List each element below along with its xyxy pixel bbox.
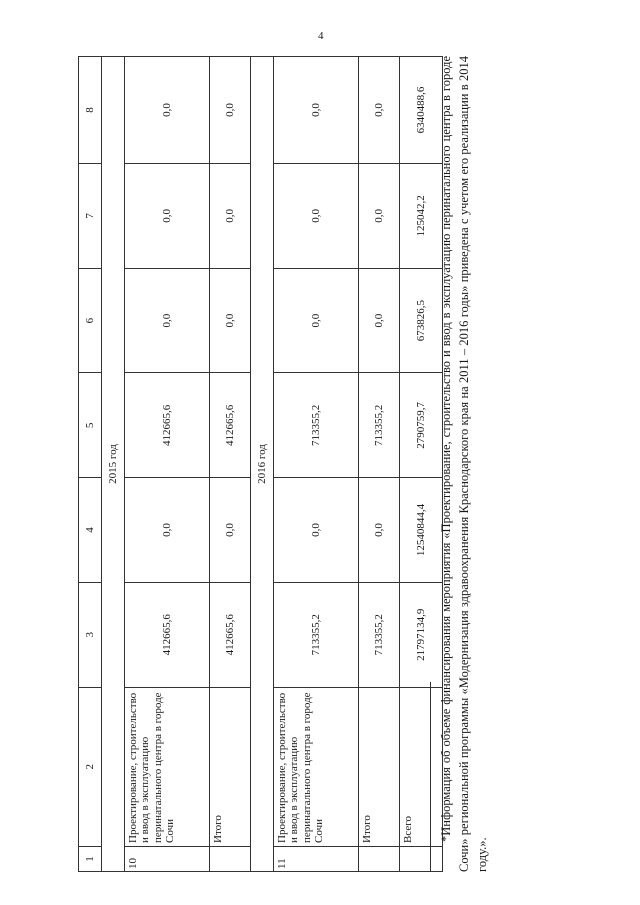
table-cell: 6340488,6: [400, 57, 443, 164]
table-cell: 713355,2: [274, 373, 359, 478]
table-header-row: [79, 57, 102, 872]
row-number: [359, 846, 400, 871]
table-cell: 0,0: [125, 57, 210, 164]
table-row: [125, 57, 210, 872]
table-cell: 0,0: [359, 268, 400, 373]
table-cell: 0,0: [274, 164, 359, 269]
table-cell: 713355,2: [359, 373, 400, 478]
year-label: 2016 год: [251, 57, 274, 872]
table-cell: 0,0: [210, 268, 251, 373]
page-number: 4: [318, 30, 324, 42]
row-name: Итого: [359, 687, 400, 846]
footnote-text: *Информация об объеме финансирования мероприятия «Проектирование, строительство и ввод в эксплуатацию перинатального центра в городе Сочи» региональной программы «Модернизация здравоохранения Краснодарского края на 2011 – 2016 годы» приведена с учетом его реализации в 2014 году.».: [439, 56, 489, 872]
table-cell: 0,0: [125, 164, 210, 269]
year-label: 2015 год: [102, 57, 125, 872]
table-cell: 0,0: [359, 57, 400, 164]
table-cell: 0,0: [274, 57, 359, 164]
table-row: [210, 57, 251, 872]
header-cell: 2: [79, 687, 102, 846]
header-cell: 7: [79, 164, 102, 269]
table-row: [359, 57, 400, 872]
row-number: 10: [125, 846, 210, 871]
table-cell: 713355,2: [359, 582, 400, 687]
row-name: Проектирование, строительство и ввод в эксплуатацию перинатального центра в городе Сочи: [125, 687, 210, 846]
table-cell: 0,0: [359, 164, 400, 269]
header-cell: 5: [79, 373, 102, 478]
table-cell: 412665,6: [210, 373, 251, 478]
table-cell: 713355,2: [274, 582, 359, 687]
table-cell: 0,0: [125, 478, 210, 583]
financing-table: [78, 56, 443, 872]
table-cell: 0,0: [274, 268, 359, 373]
table-cell: 673826,5: [400, 268, 443, 373]
row-name: Проектирование, строительство и ввод в эксплуатацию перинатального центра в городе Сочи: [274, 687, 359, 846]
table-cell: 2790759,7: [400, 373, 443, 478]
header-cell: 4: [79, 478, 102, 583]
header-cell: 6: [79, 268, 102, 373]
row-name: Всего: [400, 687, 443, 846]
table-cell: 412665,6: [125, 373, 210, 478]
table-cell: 412665,6: [210, 582, 251, 687]
table-cell: 0,0: [274, 478, 359, 583]
table-cell: 412665,6: [125, 582, 210, 687]
table-row: [274, 57, 359, 872]
header-cell: 1: [79, 846, 102, 871]
row-number: 11: [274, 846, 359, 871]
row-number: [210, 846, 251, 871]
table-cell: 0,0: [359, 478, 400, 583]
table-cell: 0,0: [210, 57, 251, 164]
row-name: Итого: [210, 687, 251, 846]
table-cell: 0,0: [210, 478, 251, 583]
table-cell: 21797134,9: [400, 582, 443, 687]
header-cell: 3: [79, 582, 102, 687]
table-cell: 0,0: [125, 268, 210, 373]
table-cell: 0,0: [210, 164, 251, 269]
footnote: [430, 56, 491, 872]
header-cell: 8: [79, 57, 102, 164]
year-row: [251, 57, 274, 872]
footnote-divider: [430, 682, 431, 872]
rotated-page-content: [78, 52, 598, 872]
year-row: [102, 57, 125, 872]
table-cell: 125042,2: [400, 164, 443, 269]
table-cell: 12540844,4: [400, 478, 443, 583]
